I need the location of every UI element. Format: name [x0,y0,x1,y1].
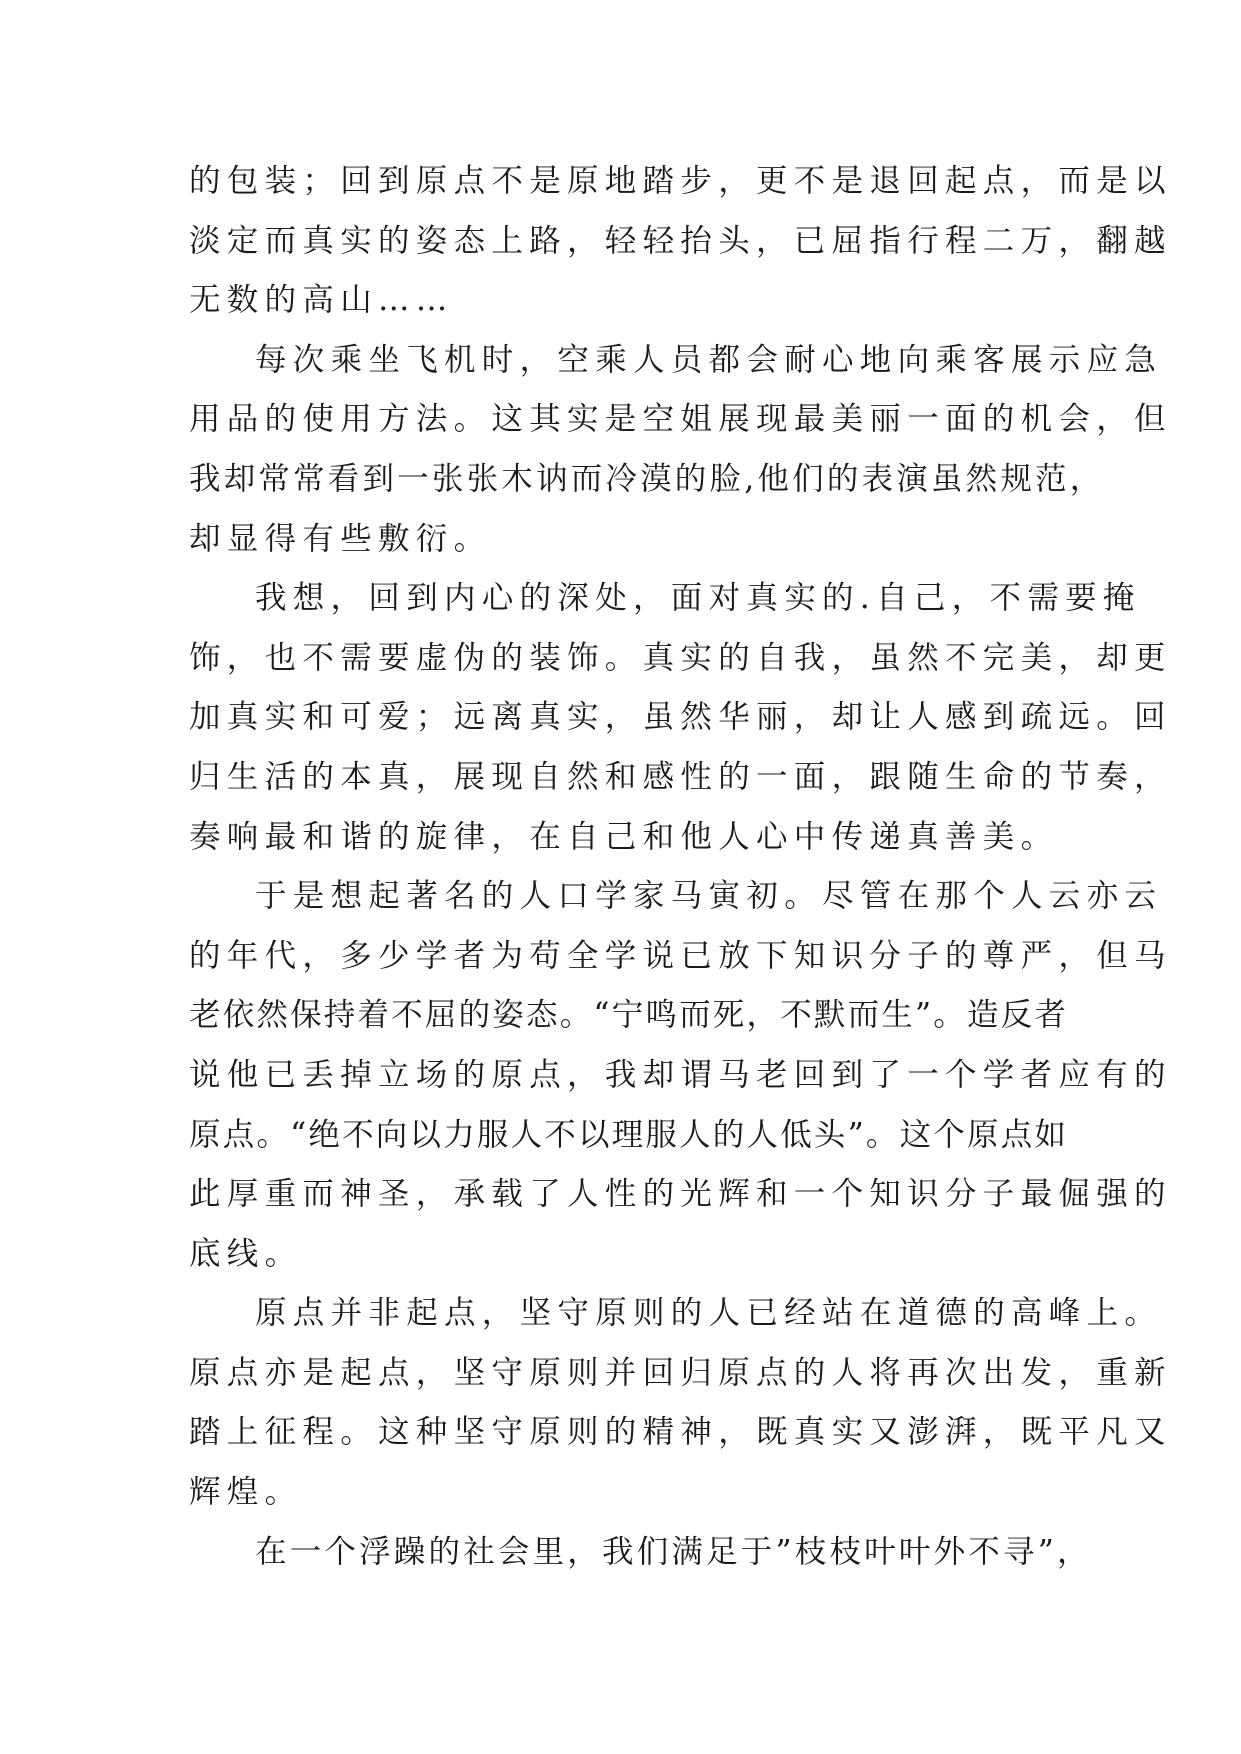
paragraph-first-line: 于是想起著名的人口学家马寅初。尽管在那个人云亦云 [255,878,1163,915]
text-line: 无数的高山…… [189,282,454,319]
text-line: 踏上征程。这种坚守原则的精神，既真实又澎湃，既平凡又 [189,1414,1172,1451]
text-line: 归生活的本真，展现自然和感性的一面，跟随生命的节奏， [189,758,1172,795]
text-line: 用品的使用方法。这其实是空姐展现最美丽一面的机会，但 [189,401,1172,438]
paragraph-first-line: 在一个浮躁的社会里，我们满足于”枝枝叶叶外不寻”， [255,1533,1092,1570]
text-line: 辉煌。 [189,1474,303,1511]
text-line: 说他已丢掉立场的原点，我却谓马老回到了一个学者应有的 [189,1056,1172,1093]
text-line: 底线。 [189,1235,303,1272]
text-line: 此厚重而神圣，承载了人性的光辉和一个知识分子最倔强的 [189,1176,1172,1213]
essay-body [189,152,1172,1582]
text-line: 老依然保持着不屈的姿态。“宁鸣而死，不默而生”。造反者 [189,997,1069,1034]
text-line: 原点亦是起点，坚守原则并回归原点的人将再次出发，重新 [189,1354,1172,1391]
paragraph-first-line: 每次乘坐飞机时，空乘人员都会耐心地向乘客展示应急 [255,341,1163,378]
text-line: 却显得有些敷衍。 [189,520,492,557]
text-line: 的包装；回到原点不是原地踏步，更不是退回起点，而是以 [189,163,1172,199]
text-line: 的年代，多少学者为苟全学说已放下知识分子的尊严，但马 [189,937,1172,974]
text-line: 加真实和可爱；远离真实，虽然华丽，却让人感到疏远。回 [189,699,1172,736]
paragraph-first-line: 原点并非起点，坚守原则的人已经站在道德的高峰上。 [255,1295,1163,1332]
text-line: 原点。“绝不向以力服人不以理服人的人低头”。这个原点如 [189,1116,1069,1153]
text-line: 饰，也不需要虚伪的装饰。真实的自我，虽然不完美，却更 [189,639,1172,676]
text-line: 奏响最和谐的旋律，在自己和他人心中传递真善美。 [189,818,1059,855]
text-line: 我却常常看到一张张木讷而冷漠的脸,他们的表演虽然规范， [189,460,1105,497]
text-line: 淡定而真实的姿态上路，轻轻抬头，已屈指行程二万，翻越 [189,222,1172,259]
paragraph-first-line: 我想，回到内心的深处，面对真实的.自己，不需要掩 [255,580,1141,617]
